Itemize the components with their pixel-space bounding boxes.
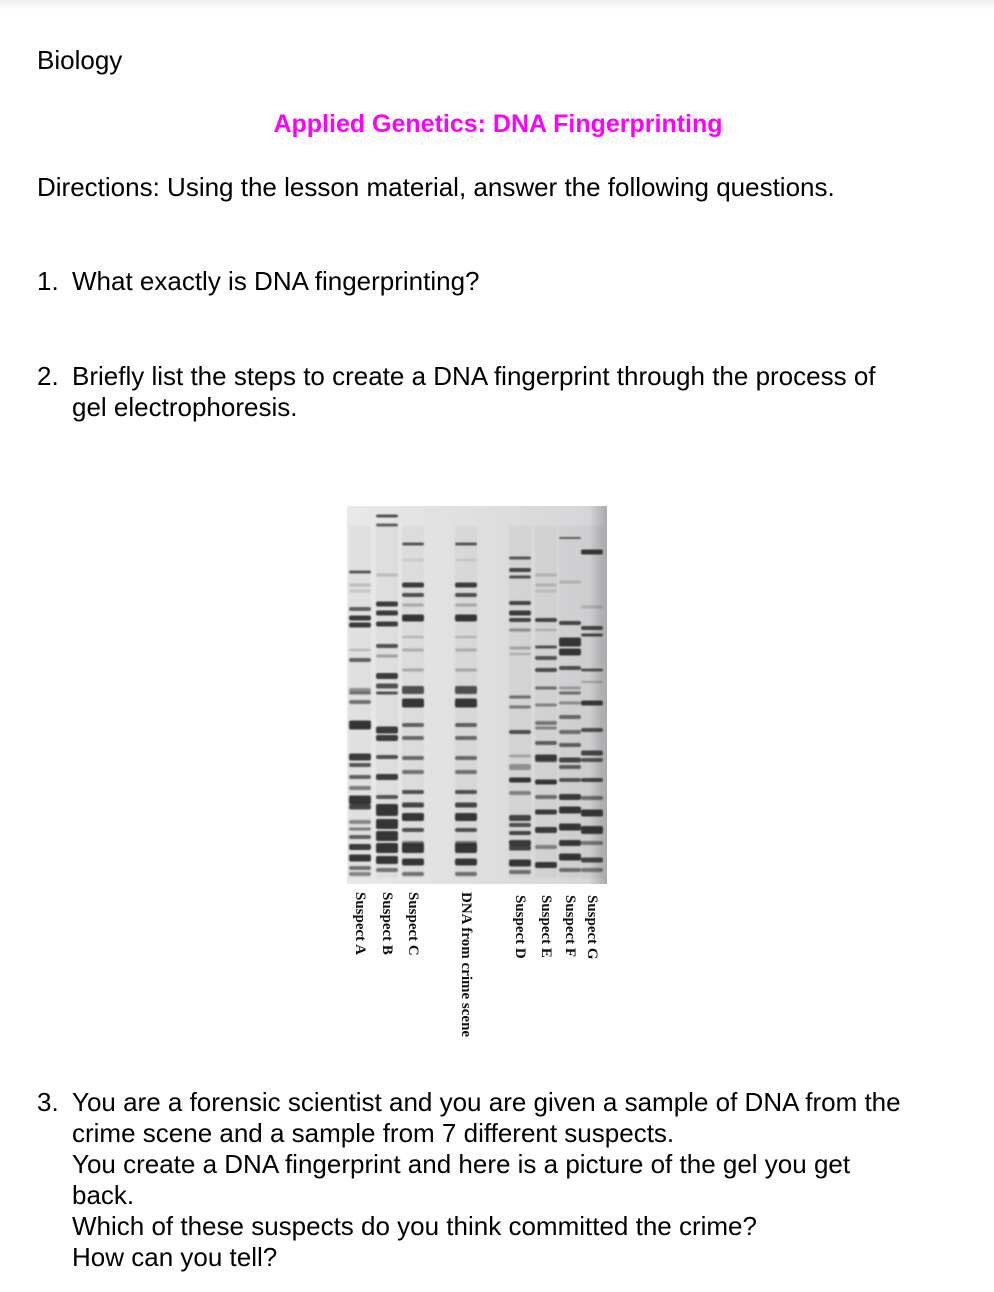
gel-band [349, 721, 371, 730]
lane-label: Suspect B [379, 892, 395, 955]
question-2 [37, 361, 967, 423]
gel-band [509, 755, 531, 758]
gel-band [581, 634, 603, 637]
gel-band [349, 786, 371, 790]
gel-band [455, 736, 477, 740]
gel-band [559, 758, 581, 763]
gel-band [509, 557, 531, 560]
gel-band [402, 770, 424, 774]
gel-band [402, 669, 424, 672]
gel-band [376, 611, 398, 616]
gel-band [509, 778, 531, 783]
question-1 [37, 266, 967, 297]
gel-band [376, 515, 398, 518]
gel-band [376, 774, 398, 780]
lane-label: Suspect C [405, 892, 421, 956]
gel-band [559, 743, 581, 747]
gel-band [535, 721, 557, 725]
gel-band [581, 758, 603, 762]
gel-band [402, 872, 424, 876]
gel-band [559, 638, 581, 647]
gel-band [559, 649, 581, 656]
question-line: What exactly is DNA fingerprinting? [72, 266, 480, 296]
gel-band [535, 862, 557, 868]
gel-band [455, 686, 477, 694]
gel-band [455, 843, 477, 853]
lane-label: Suspect D [512, 895, 528, 959]
gel-band [376, 644, 398, 648]
gel-band [402, 636, 424, 638]
question-line: You create a DNA fingerprint and here is a picture of the gel you get [72, 1149, 851, 1179]
gel-band [455, 636, 477, 638]
gel-band [376, 692, 398, 695]
gel-band [509, 629, 531, 632]
gel-band [509, 730, 531, 734]
gel-band [455, 828, 477, 832]
gel-band [349, 616, 371, 621]
gel-band [376, 795, 398, 799]
gel-band [559, 794, 581, 800]
gel-band [402, 559, 424, 561]
gel-band [559, 868, 581, 872]
gel-band [402, 723, 424, 727]
gel-band [376, 574, 398, 577]
gel-band [559, 730, 581, 734]
gel-band [581, 841, 603, 845]
gel-band [559, 778, 581, 782]
gel-band [509, 706, 531, 709]
gel-band [509, 696, 531, 699]
gel-band [559, 765, 581, 769]
question-number: 1. [37, 266, 59, 296]
question-line: back. [72, 1180, 135, 1210]
gel-band [559, 702, 581, 705]
gel-band [455, 859, 477, 866]
gel-band [349, 872, 371, 876]
gel-band [509, 823, 531, 827]
gel-band [349, 855, 371, 862]
gel-band [349, 835, 371, 839]
gel-band [455, 615, 477, 622]
gel-band [559, 621, 581, 625]
gel-band [402, 615, 424, 622]
gel-band [581, 701, 603, 706]
gel-band [559, 840, 581, 846]
question-line: How can you tell? [72, 1242, 278, 1272]
gel-band [376, 804, 398, 816]
lane-label: DNA from crime scene [458, 892, 474, 1038]
gel-band [455, 790, 477, 794]
gel-band [349, 688, 371, 692]
gel-band [581, 778, 603, 782]
gel-band [535, 646, 557, 649]
gel-band [535, 704, 557, 707]
gel-band [455, 583, 477, 588]
gel-band [581, 810, 603, 817]
gel-band [455, 604, 477, 607]
gel-band [376, 735, 398, 741]
gel-band [455, 872, 477, 876]
gel-band [535, 574, 557, 577]
gel-band [455, 723, 477, 727]
gel-lane [402, 526, 424, 878]
gel-band [349, 775, 371, 779]
gel-band [349, 866, 371, 870]
gel-band [376, 819, 398, 829]
gel-band [376, 524, 398, 527]
gel-band [349, 796, 371, 805]
gel-band [349, 820, 371, 824]
subject-heading: Biology [37, 45, 123, 75]
gel-band [581, 751, 603, 756]
gel-band [559, 854, 581, 861]
question-line: Which of these suspects do you think committed the crime? [72, 1211, 757, 1241]
gel-band [349, 805, 371, 810]
gel-band [402, 686, 424, 694]
gel-band [535, 845, 557, 849]
gel-band [535, 584, 557, 587]
gel-band [376, 602, 398, 607]
gel-band [581, 606, 603, 609]
gel-band [455, 649, 477, 652]
gel-band [581, 858, 603, 863]
gel-band [559, 666, 581, 670]
gel-band [509, 815, 531, 821]
gel-band [349, 649, 371, 651]
gel-band [349, 571, 371, 574]
gel-electrophoresis-image [347, 506, 607, 884]
top-edge-shadow [0, 0, 994, 10]
question-3 [37, 1087, 967, 1273]
question-text [72, 266, 967, 297]
gel-band [535, 780, 557, 785]
gel-band [581, 826, 603, 834]
gel-band [402, 736, 424, 740]
gel-band [402, 604, 424, 607]
gel-band [349, 584, 371, 587]
gel-band [455, 756, 477, 760]
gel-band [455, 770, 477, 774]
gel-band [535, 618, 557, 622]
gel-band [349, 844, 371, 850]
gel-band [402, 859, 424, 866]
question-line: gel electrophoresis. [72, 392, 298, 422]
gel-band [376, 684, 398, 689]
gel-band [509, 831, 531, 835]
gel-band [509, 568, 531, 572]
gel-band [509, 840, 531, 846]
document-title: Applied Genetics: DNA Fingerprinting [273, 110, 723, 138]
gel-band [376, 856, 398, 864]
gel-band [509, 791, 531, 795]
gel-band [559, 687, 581, 690]
gel-band [349, 754, 371, 761]
gel-band [559, 807, 581, 814]
gel-band [376, 755, 398, 759]
gel-lane [509, 526, 531, 878]
gel-band [349, 607, 371, 611]
gel-band [535, 727, 557, 730]
gel-band [455, 559, 477, 561]
gel-band [581, 681, 603, 683]
gel-band [455, 813, 477, 821]
gel-band [349, 590, 371, 593]
gel-band [376, 622, 398, 627]
gel-band [509, 576, 531, 579]
gel-band [535, 795, 557, 799]
gel-lane [559, 526, 581, 878]
gel-band [402, 843, 424, 853]
gel-band [455, 543, 477, 546]
gel-band [509, 653, 531, 655]
gel-band [402, 649, 424, 652]
gel-band [535, 656, 557, 660]
gel-lane [581, 526, 603, 878]
gel-band [349, 828, 371, 831]
lane-label: Suspect E [538, 895, 554, 958]
gel-band [559, 824, 581, 831]
gel-band [349, 763, 371, 767]
question-number: 2. [37, 361, 59, 391]
gel-band [581, 626, 603, 630]
gel-band [349, 623, 371, 628]
gel-band [376, 831, 398, 841]
gel-lane [535, 526, 557, 878]
gel-band [535, 590, 557, 593]
gel-band [581, 728, 603, 732]
gel-band [509, 611, 531, 616]
gel-band [509, 764, 531, 770]
question-line: Briefly list the steps to create a DNA fingerprint through the process of [72, 361, 876, 391]
gel-band [402, 828, 424, 832]
gel-band [402, 756, 424, 760]
gel-band [402, 543, 424, 546]
gel-band [509, 860, 531, 867]
gel-band [349, 692, 371, 695]
gel-band [402, 699, 424, 708]
question-number: 3. [37, 1087, 59, 1117]
question-text [72, 1087, 967, 1273]
gel-band [581, 796, 603, 800]
gel-band [376, 673, 398, 679]
gel-band [509, 647, 531, 650]
gel-band [559, 581, 581, 584]
gel-band [349, 700, 371, 704]
gel-lane [455, 526, 477, 878]
gel-band [581, 669, 603, 672]
gel-band [559, 692, 581, 695]
gel-band [581, 550, 603, 555]
gel-band [376, 655, 398, 658]
gel-band [509, 618, 531, 622]
gel-band [402, 593, 424, 597]
gel-band [509, 601, 531, 605]
gel-band [455, 593, 477, 597]
lane-label: Suspect F [562, 895, 578, 958]
gel-band [402, 790, 424, 794]
gel-band [535, 758, 557, 762]
gel-band [581, 868, 603, 872]
gel-band [535, 827, 557, 833]
gel-band [376, 727, 398, 734]
gel-lane [349, 526, 371, 878]
gel-band [535, 810, 557, 815]
gel-band [376, 843, 398, 853]
question-line: crime scene and a sample from 7 different suspects. [72, 1118, 675, 1148]
gel-band [535, 687, 557, 690]
gel-band [349, 658, 371, 662]
gel-band [455, 699, 477, 708]
question-text [72, 361, 967, 423]
gel-band [402, 803, 424, 808]
gel-band [509, 870, 531, 874]
lane-label: Suspect A [352, 892, 368, 955]
gel-band [559, 537, 581, 539]
directions-text: Directions: Using the lesson material, answer the following questions. [37, 172, 835, 202]
question-line: You are a forensic scientist and you are given a sample of DNA from the [72, 1087, 901, 1117]
gel-band [376, 868, 398, 872]
gel-band [402, 813, 424, 821]
dna-gel-figure [347, 506, 607, 1066]
gel-band [535, 629, 557, 631]
gel-band [559, 715, 581, 719]
lane-label: Suspect G [584, 895, 600, 960]
gel-band [509, 846, 531, 851]
gel-band [535, 741, 557, 745]
gel-band [455, 669, 477, 672]
gel-band [455, 803, 477, 808]
gel-band [535, 668, 557, 672]
gel-band [402, 583, 424, 588]
gel-lane [376, 515, 398, 879]
